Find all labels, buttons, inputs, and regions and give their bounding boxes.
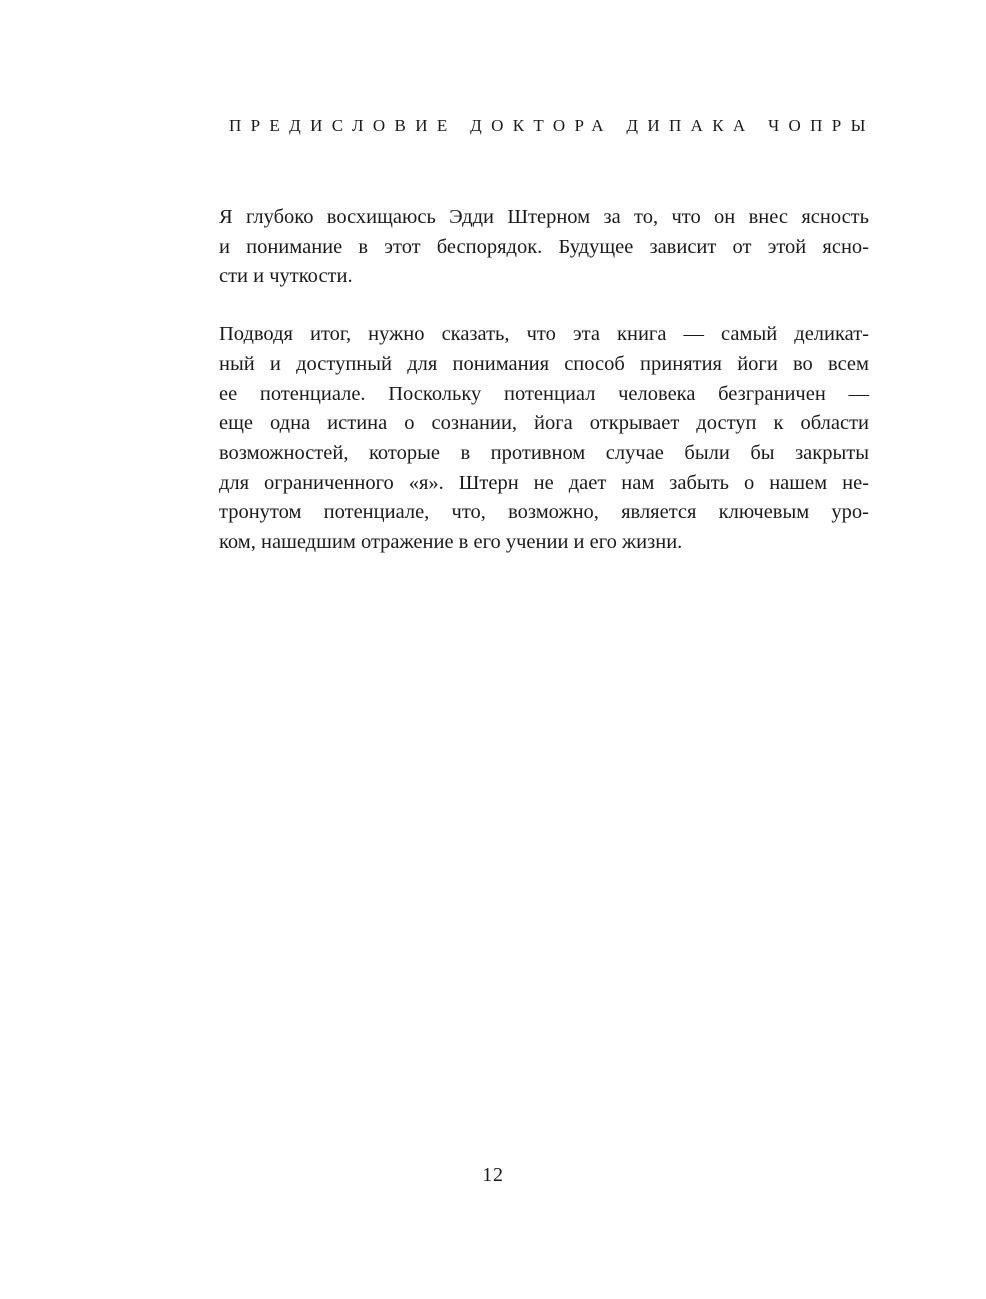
text-line: ком, нашедшим отражение в его учении и его жизни. [219,531,683,554]
paragraph-2 [219,320,869,558]
text-line: возможностей, которые в противном случае были бы закрыты [219,441,869,464]
text-line: Подводя итог, нужно сказать, что эта книга — самый деликат- [219,323,869,346]
body-text [219,203,869,558]
text-line: ный и доступный для понимания способ принятия йоги во всем [219,352,869,375]
text-line: еще одна истина о сознании, йога открывает доступ к области [219,412,869,435]
text-line: ее потенциале. Поскольку потенциал человека безграничен — [219,382,869,405]
text-line: сти и чуткости. [219,265,353,288]
page-number: 12 [482,1164,504,1186]
text-line: Я глубоко восхищаюсь Эдди Штерном за то, что он внес ясность [219,206,869,228]
text-line: и понимание в этот беспорядок. Будущее зависит от этой ясно- [219,235,869,258]
text-line: тронутом потенциале, что, возможно, является ключевым уро- [219,501,869,524]
paragraph-1 [219,203,869,292]
text-line: для ограниченного «я». Штерн не дает нам забыть о нашем не- [219,471,869,494]
running-head: ПРЕДИСЛОВИЕ ДОКТОРА ДИПАКА ЧОПРЫ [229,116,875,135]
